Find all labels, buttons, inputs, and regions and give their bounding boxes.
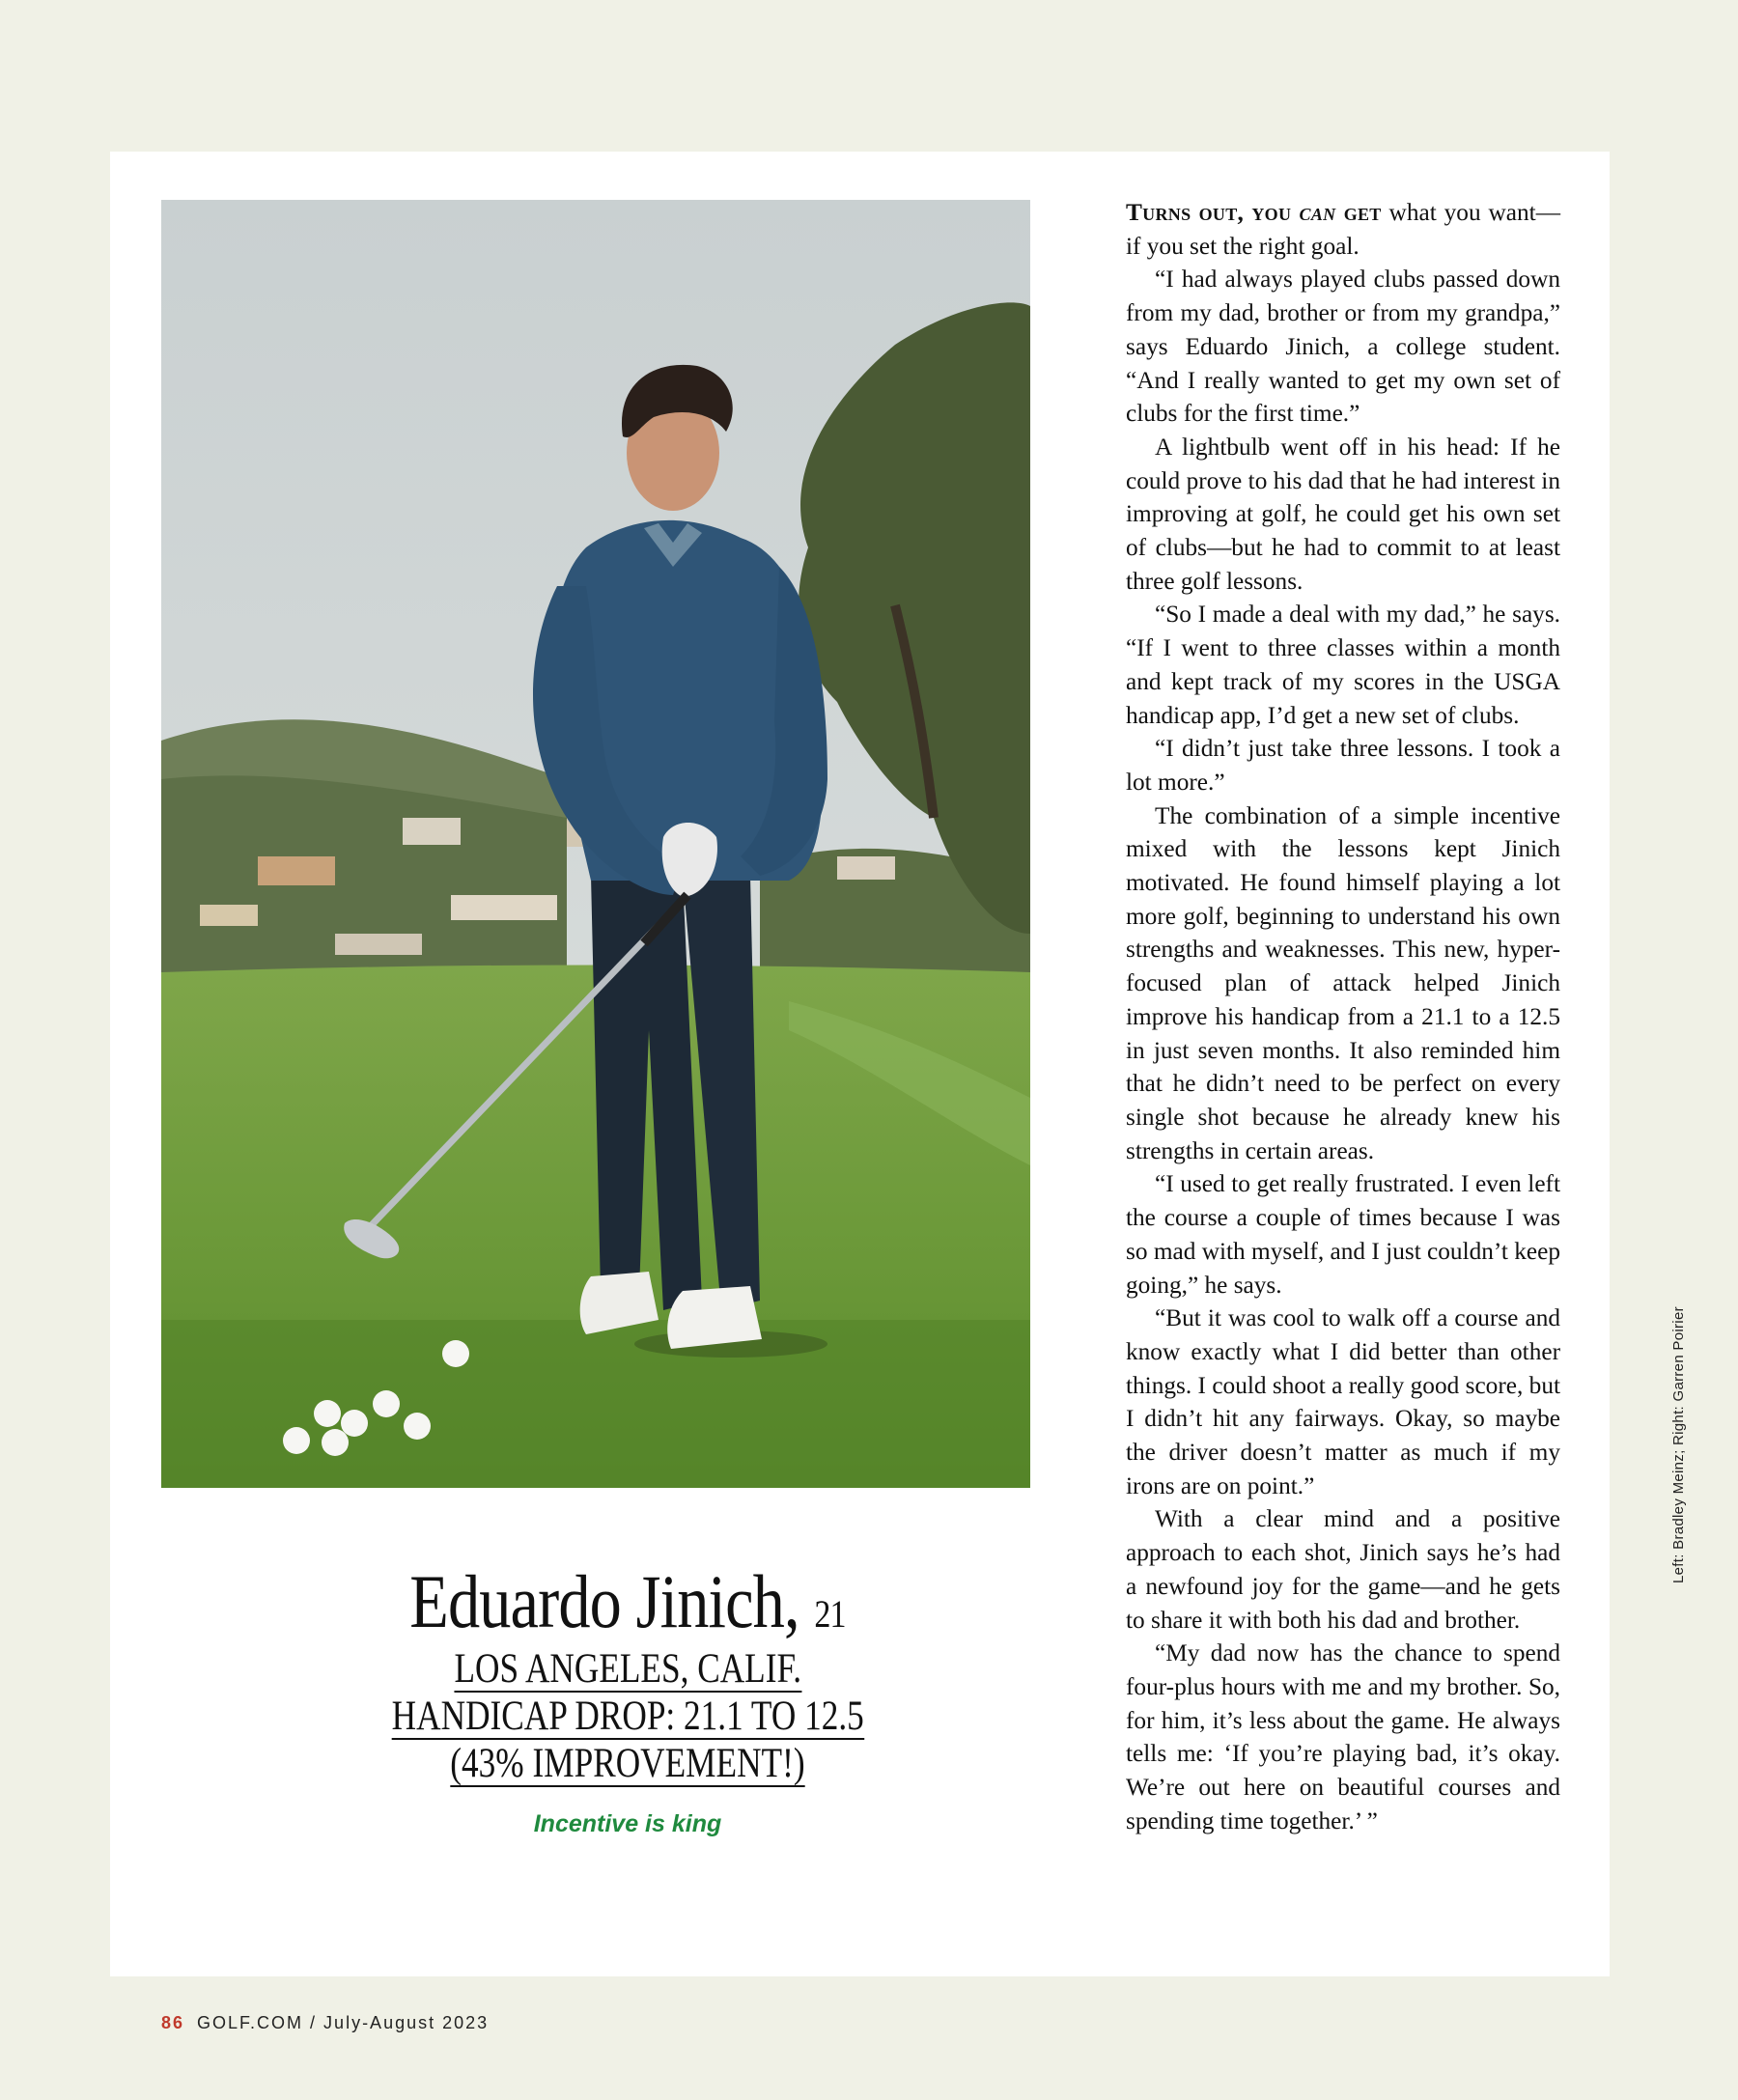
article-paragraph: “My dad now has the chance to spend four-plus hours with me and my brother. So, for him, it’s less about the game. He always tells me: ‘If you’re playing bad, it’s okay. We’re out here on beautiful courses and spending time together.’ ” — [1126, 1639, 1560, 1834]
article-paragraph: A lightbulb went off in his head: If he could prove to his dad that he had interest in improving at golf, he could get his own set of clubs—but he had to commit to at least three golf lessons. — [1126, 433, 1560, 595]
caption-location: LOS ANGELES, CALIF. — [454, 1646, 801, 1692]
article-paragraph: “I didn’t just take three lessons. I took a lot more.” — [1126, 735, 1560, 796]
article-paragraph: With a clear mind and a positive approach to each shot, Jinich says he’s had a newfound joy for the game—and he gets to share it with both his dad and brother. — [1126, 1505, 1560, 1634]
article-paragraph: Turns out, you can get what you want—if you set the right goal. — [1126, 199, 1561, 260]
page-number: 86 — [161, 2013, 185, 2032]
caption-handicap: HANDICAP DROP: 21.1 TO 12.5 — [391, 1694, 864, 1740]
article-body — [1126, 196, 1560, 1837]
photo-caption — [328, 1559, 927, 1787]
article-paragraph: “I used to get really frustrated. I even left the course a couple of times because I was so mad with myself, and I just couldn’t keep going,” he says. — [1126, 1170, 1560, 1299]
article-paragraph: “But it was cool to walk off a course and know exactly what I did better than other things. I could shoot a really good score, but I didn’t hit any fairways. Okay, so maybe the driver doesn’t matter as much if my irons are on point.” — [1126, 1304, 1560, 1499]
footer-text: GOLF.COM / July-August 2023 — [197, 2013, 490, 2032]
caption-improvement: (43% IMPROVEMENT!) — [450, 1741, 805, 1787]
lead-in: Turns out, you can get — [1126, 199, 1382, 226]
golfer-photo — [161, 200, 1030, 1488]
caption-age: 21 — [814, 1592, 846, 1636]
caption-name: Eduardo Jinich, — [409, 1559, 799, 1643]
caption-name-line — [374, 1559, 883, 1643]
photo-credit: Left: Bradley Meinz; Right: Garren Poirier — [1670, 1306, 1687, 1583]
article-paragraph: “So I made a deal with my dad,” he says. “If I went to three classes within a month and kept track of my scores in the USGA handicap app, I’d get a new set of clubs. — [1126, 601, 1560, 729]
article-paragraph: The combination of a simple incentive mixed with the lessons kept Jinich motivated. He found himself playing a lot more golf, beginning to understand his own strengths and weaknesses. This new, hyper-focused plan of attack helped Jinich improve his handicap from a 21.1 to a 12.5 in just seven months. It also reminded him that he didn’t need to be perfect on every single shot because he already knew his strengths in certain areas. — [1126, 801, 1560, 1164]
page-footer — [161, 2013, 489, 2033]
article-paragraph: “I had always played clubs passed down from my dad, brother or from my grandpa,” says Eduardo Jinich, a college student. “And I really wanted to get my own set of clubs for the first time.” — [1126, 266, 1560, 428]
caption-tagline: Incentive is king — [533, 1810, 722, 1837]
